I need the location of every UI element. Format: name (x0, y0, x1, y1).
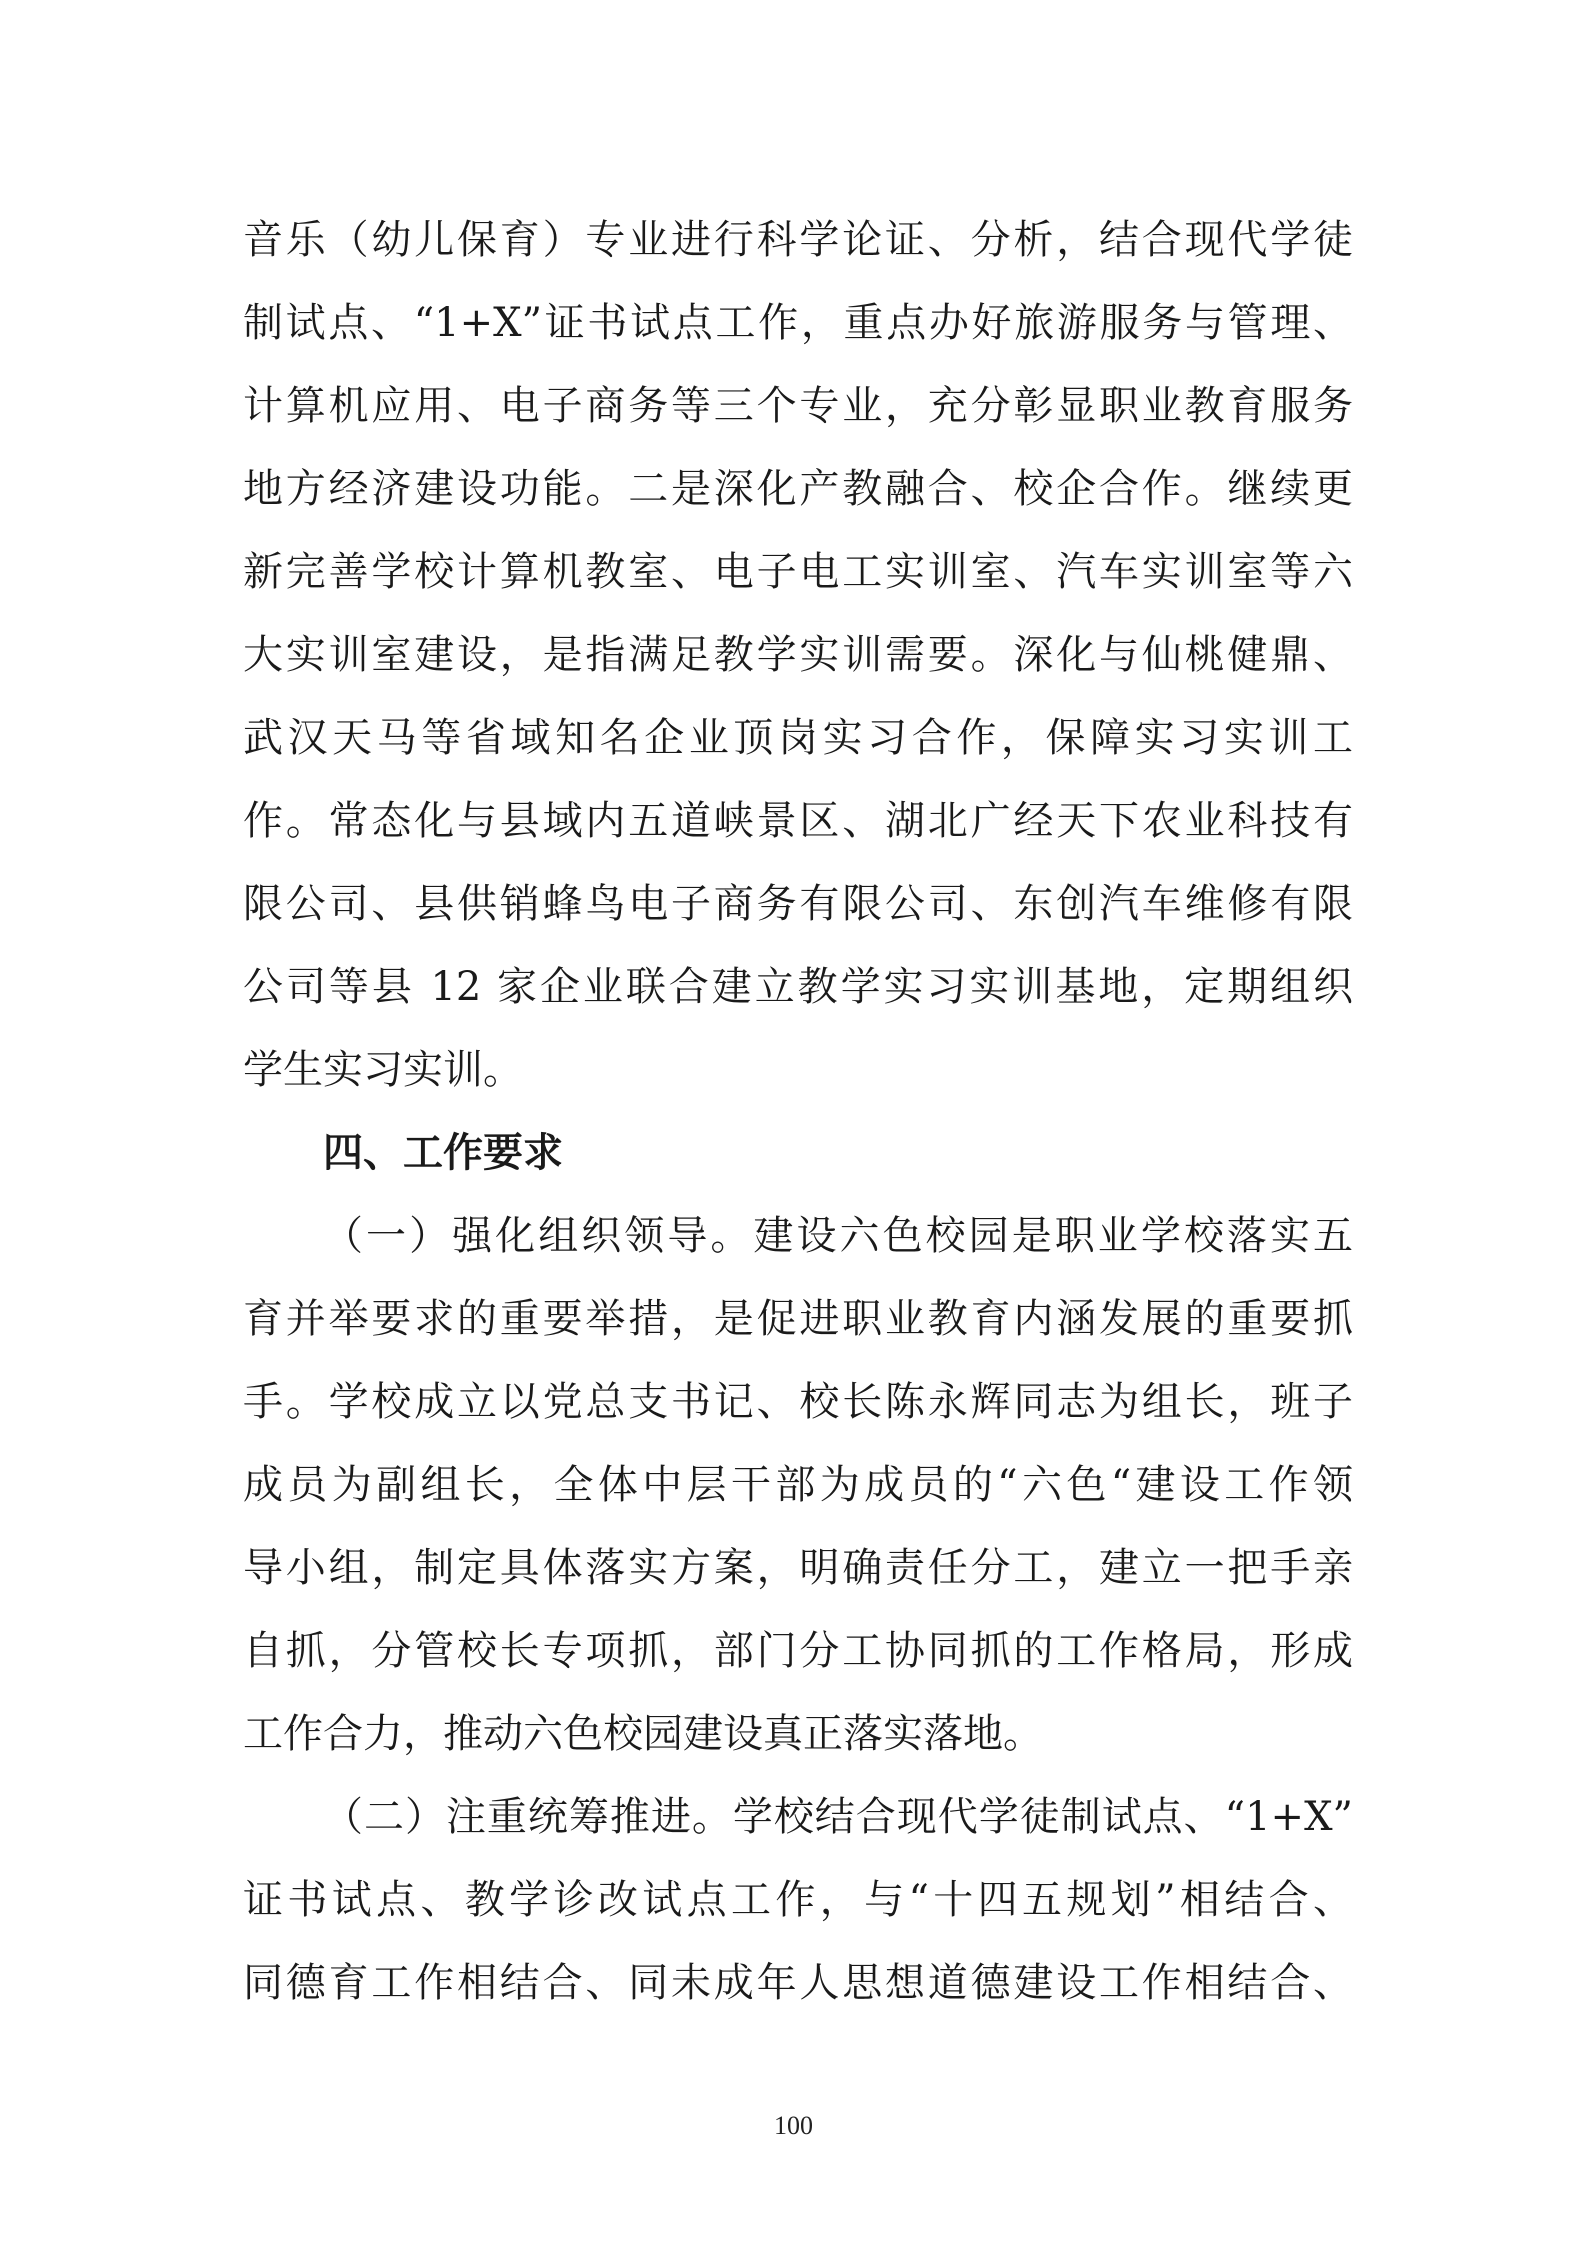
body-text-line: 计算机应用、电子商务等三个专业，充分彰显职业教育服务 (243, 383, 1353, 429)
body-text-line: 地方经济建设功能。二是深化产教融合、校企合作。继续更 (243, 466, 1353, 512)
body-text-line: 成员为副组长，全体中层干部为成员的“六色“建设工作领 (243, 1462, 1353, 1508)
body-text-line: 自抓，分管校长专项抓，部门分工协同抓的工作格局，形成 (243, 1628, 1353, 1674)
body-text-line: 同德育工作相结合、同未成年人思想道德建设工作相结合、 (243, 1960, 1353, 2006)
body-text-line: 作。常态化与县域内五道峡景区、湖北广经天下农业科技有 (243, 798, 1353, 844)
body-text-line: 学生实习实训。 (243, 1047, 523, 1093)
body-text-line: 音乐（幼儿保育）专业进行科学论证、分析，结合现代学徒 (243, 217, 1353, 263)
body-text-line: 武汉天马等省域知名企业顶岗实习合作，保障实习实训工 (243, 715, 1353, 761)
body-text-line: 育并举要求的重要举措，是促进职业教育内涵发展的重要抓 (243, 1296, 1353, 1342)
body-text-line: 新完善学校计算机教室、电子电工实训室、汽车实训室等六 (243, 549, 1353, 595)
body-text-line: 限公司、县供销蜂鸟电子商务有限公司、东创汽车维修有限 (243, 881, 1353, 927)
body-text-line: 证书试点、教学诊改试点工作，与“十四五规划”相结合、 (243, 1877, 1353, 1923)
body-text-line: 制试点、“1+X”证书试点工作，重点办好旅游服务与管理、 (243, 300, 1353, 346)
section-heading: 四、工作要求 (323, 1130, 563, 1176)
body-text-line: （二）注重统筹推进。学校结合现代学徒制试点、“1+X” (323, 1794, 1353, 1840)
body-text-line: 工作合力，推动六色校园建设真正落实落地。 (243, 1711, 1043, 1757)
body-text-line: 导小组，制定具体落实方案，明确责任分工，建立一把手亲 (243, 1545, 1353, 1591)
body-text-line: 大实训室建设，是指满足教学实训需要。深化与仙桃健鼎、 (243, 632, 1353, 678)
body-text-line: 手。学校成立以党总支书记、校长陈永辉同志为组长，班子 (243, 1379, 1353, 1425)
body-text-line: 公司等县 12 家企业联合建立教学实习实训基地，定期组织 (243, 964, 1353, 1010)
body-text-line: （一）强化组织领导。建设六色校园是职业学校落实五 (323, 1213, 1353, 1259)
page-number: 100 (774, 2111, 813, 2140)
